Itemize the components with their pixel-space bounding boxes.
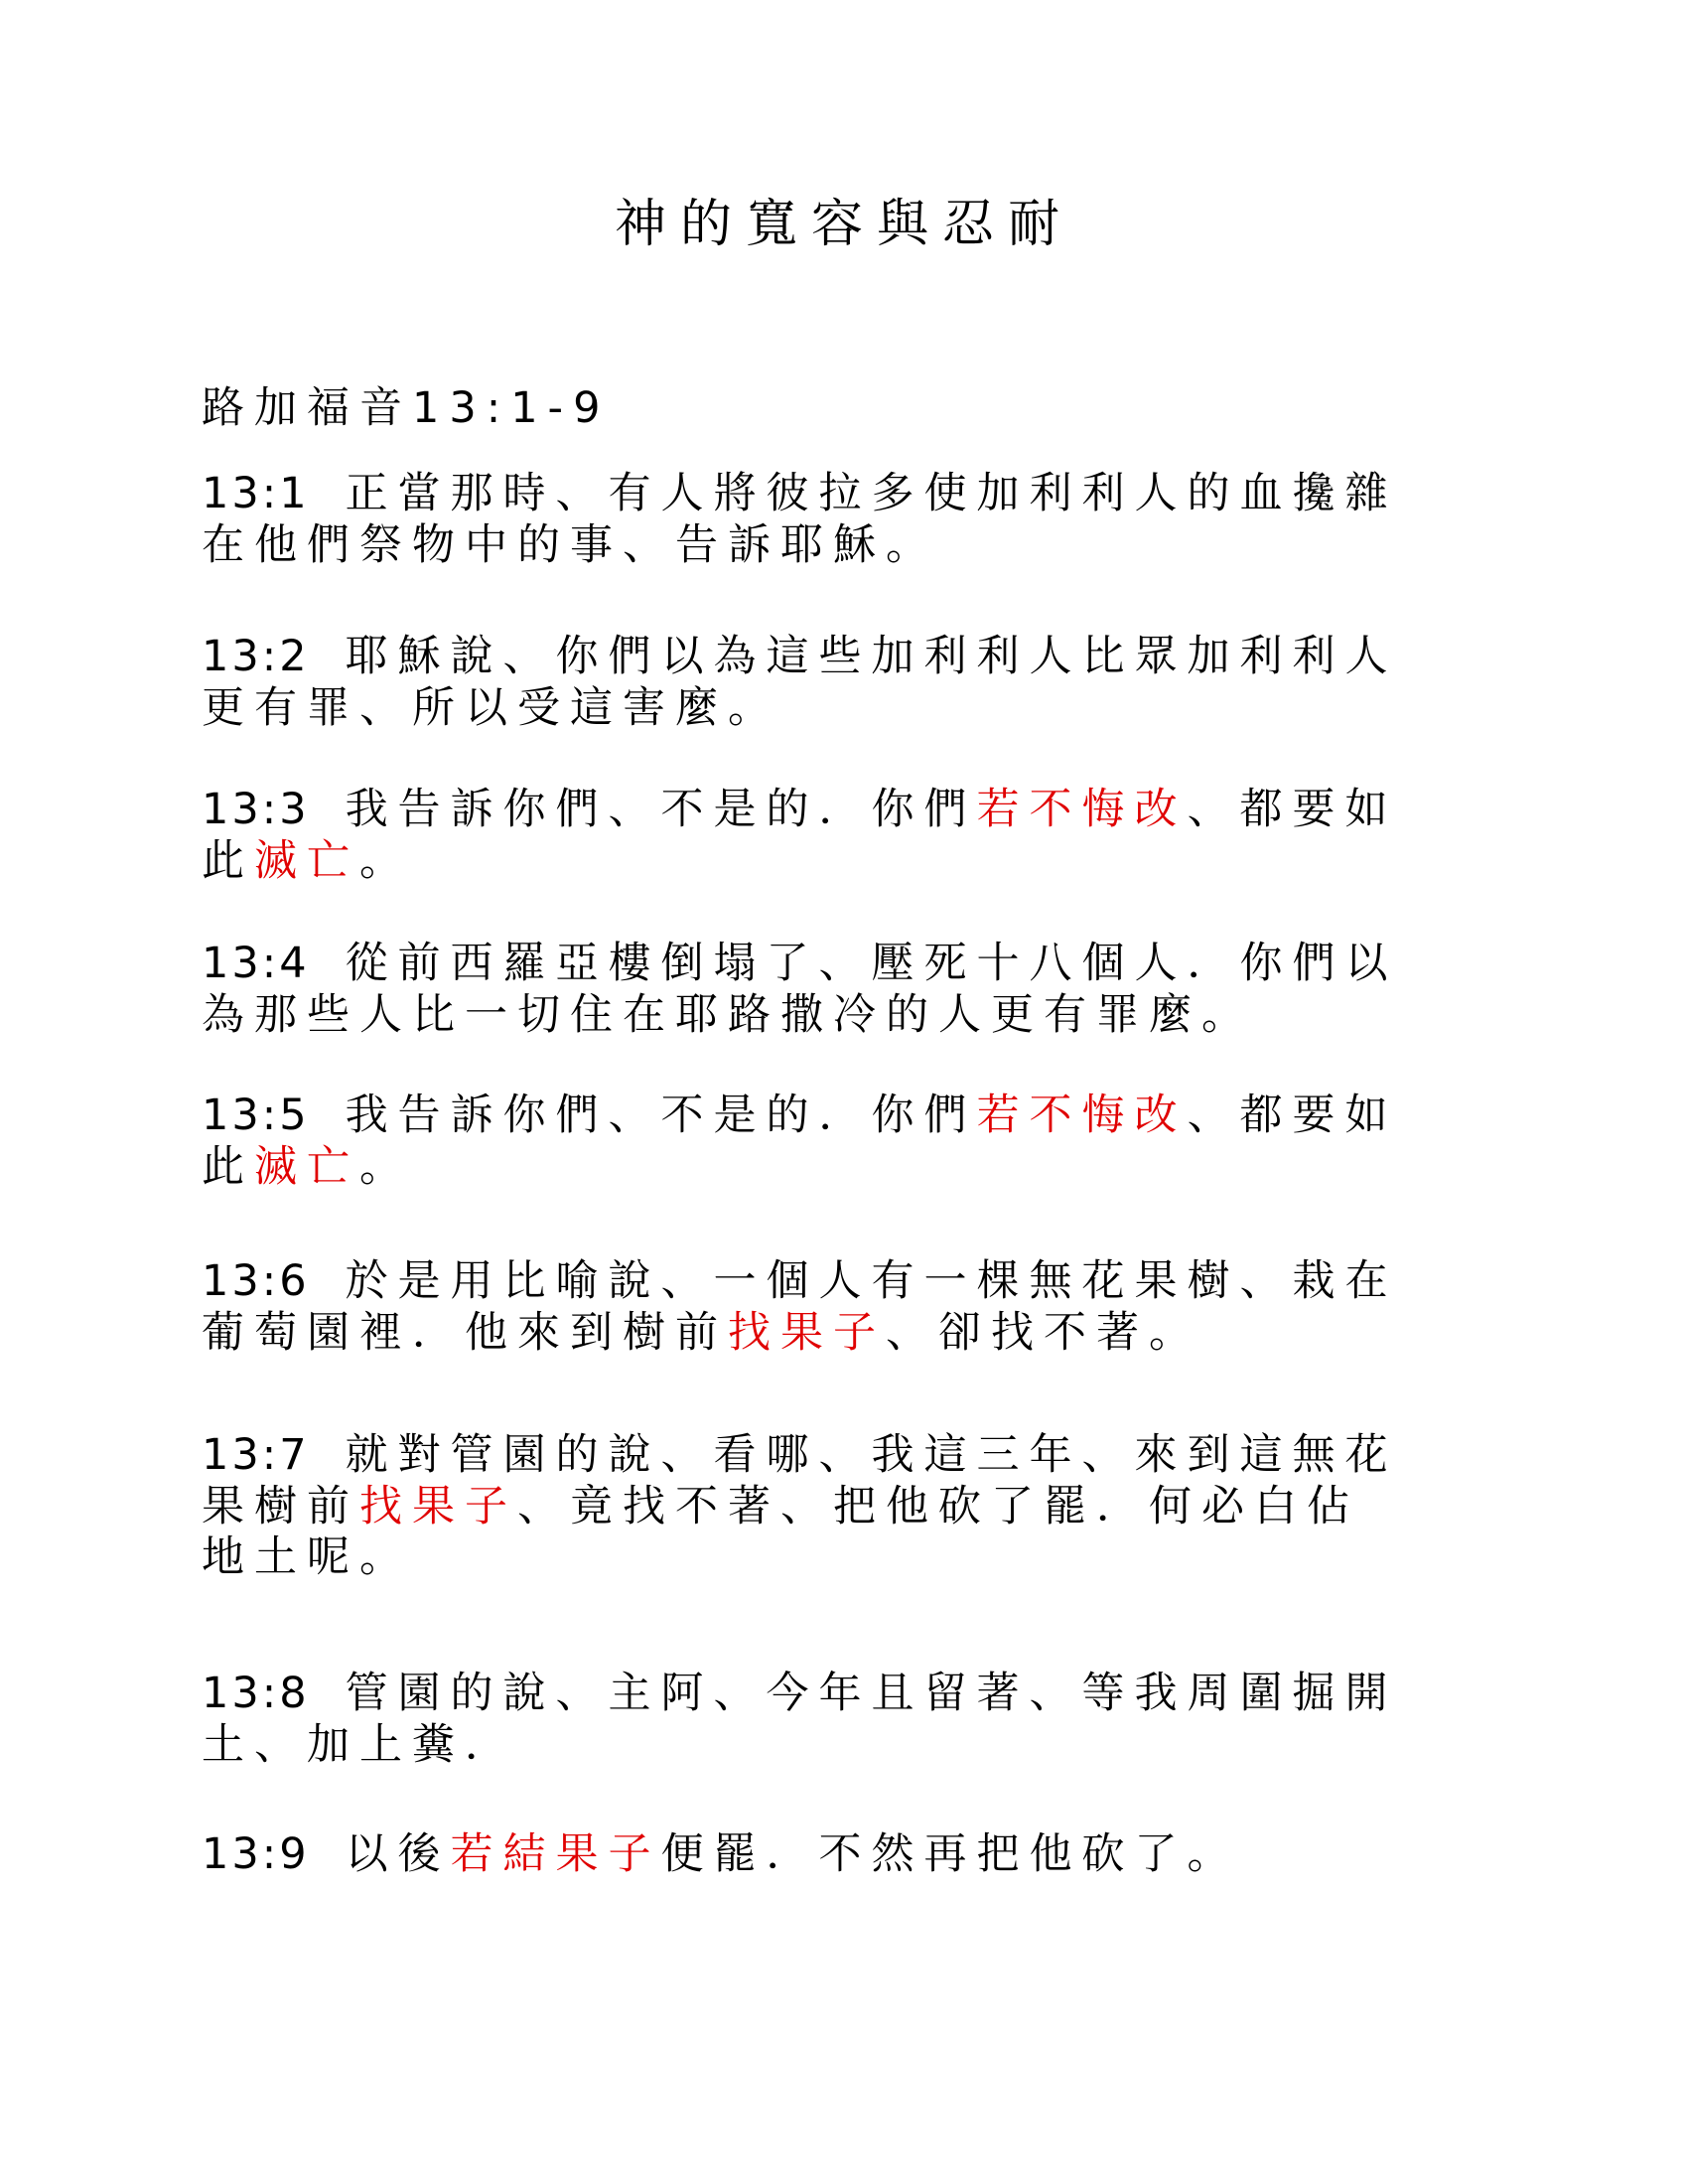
verse-13-4	[202, 939, 1492, 1041]
verse-number: 13:8	[202, 1669, 310, 1718]
verse-line	[202, 836, 1492, 888]
verse-text: 從前西羅亞樓倒塌了、壓死十八個人．你們以	[345, 939, 1398, 988]
verse-line	[202, 939, 1492, 990]
verse-text: 果樹前	[202, 1481, 359, 1531]
verse-13-2	[202, 632, 1492, 734]
verse-text: 管園的說、主阿、今年且留著、等我周圍掘開	[345, 1669, 1398, 1718]
verse-line	[202, 1091, 1492, 1142]
verse-text: 土、加上糞．	[202, 1719, 517, 1770]
verse-text: 更有罪、所以受這害麼。	[202, 682, 780, 733]
verse-text: 、都要如	[1187, 785, 1398, 834]
verse-number: 13:3	[202, 785, 310, 834]
highlighted-text: 若不悔改	[976, 1091, 1188, 1140]
verse-text: 以後	[345, 1829, 451, 1879]
verse-number: 13:4	[202, 939, 310, 988]
verse-line	[202, 1532, 1492, 1584]
verse-text: 我告訴你們、不是的．你們	[345, 785, 977, 834]
verse-line	[202, 1669, 1492, 1720]
highlighted-text: 滅亡	[254, 1141, 359, 1192]
verse-text: 此	[202, 835, 254, 886]
verse-line	[202, 1829, 1492, 1881]
page-title: 神的寬容與忍耐	[614, 195, 1073, 254]
verse-text: 便罷．不然再把他砍了。	[660, 1829, 1240, 1879]
verse-text: 地土呢。	[202, 1532, 412, 1583]
verse-text: 葡萄園裡．他來到樹前	[202, 1307, 728, 1358]
verse-13-3	[202, 785, 1492, 887]
verse-line	[202, 1308, 1492, 1360]
scripture-reference: 路加福音13:1-9	[202, 383, 611, 433]
verse-line	[202, 1256, 1492, 1308]
highlighted-text: 若不悔改	[976, 785, 1188, 834]
verse-text: 耶穌說、你們以為這些加利利人比眾加利利人	[345, 632, 1398, 681]
verse-line	[202, 1142, 1492, 1194]
verse-number: 13:7	[202, 1430, 310, 1480]
verse-text: 於是用比喻說、一個人有一棵無花果樹、栽在	[345, 1256, 1398, 1306]
verse-13-5	[202, 1091, 1492, 1193]
verse-number: 13:2	[202, 632, 310, 681]
verse-13-8	[202, 1669, 1492, 1771]
verse-text: 、竟找不著、把他砍了罷．何必白佔	[517, 1481, 1359, 1531]
verse-13-7	[202, 1430, 1492, 1584]
verse-number: 13:1	[202, 469, 310, 518]
verse-text: 就對管園的說、看哪、我這三年、來到這無花	[345, 1430, 1398, 1480]
verse-13-6	[202, 1256, 1492, 1359]
highlighted-text: 若結果子	[450, 1829, 661, 1879]
highlighted-text: 找果子	[359, 1481, 517, 1531]
verse-line	[202, 1720, 1492, 1772]
highlighted-text: 滅亡	[254, 835, 359, 886]
verse-line	[202, 469, 1492, 520]
verse-line	[202, 1482, 1492, 1533]
verse-line	[202, 632, 1492, 683]
verse-text: 。	[359, 835, 412, 886]
verse-line	[202, 520, 1492, 572]
verse-number: 13:5	[202, 1091, 310, 1140]
verse-13-9	[202, 1829, 1492, 1881]
verse-text: 。	[359, 1141, 412, 1192]
highlighted-text: 找果子	[728, 1307, 886, 1358]
verse-text: 、都要如	[1187, 1091, 1398, 1140]
verse-text: 為那些人比一切住在耶路撒冷的人更有罪麼。	[202, 989, 1254, 1040]
verse-number: 13:6	[202, 1256, 310, 1306]
verse-line	[202, 990, 1492, 1042]
verse-text: 我告訴你們、不是的．你們	[345, 1091, 977, 1140]
verse-number: 13:9	[202, 1829, 310, 1879]
verse-line	[202, 683, 1492, 735]
verse-line	[202, 1430, 1492, 1482]
verse-13-1	[202, 469, 1492, 571]
verse-text: 此	[202, 1141, 254, 1192]
verse-text: 在他們祭物中的事、告訴耶穌。	[202, 519, 938, 570]
verse-text: 、卻找不著。	[886, 1307, 1201, 1358]
verse-line	[202, 785, 1492, 836]
verse-text: 正當那時、有人將彼拉多使加利利人的血攙雜	[345, 469, 1398, 518]
